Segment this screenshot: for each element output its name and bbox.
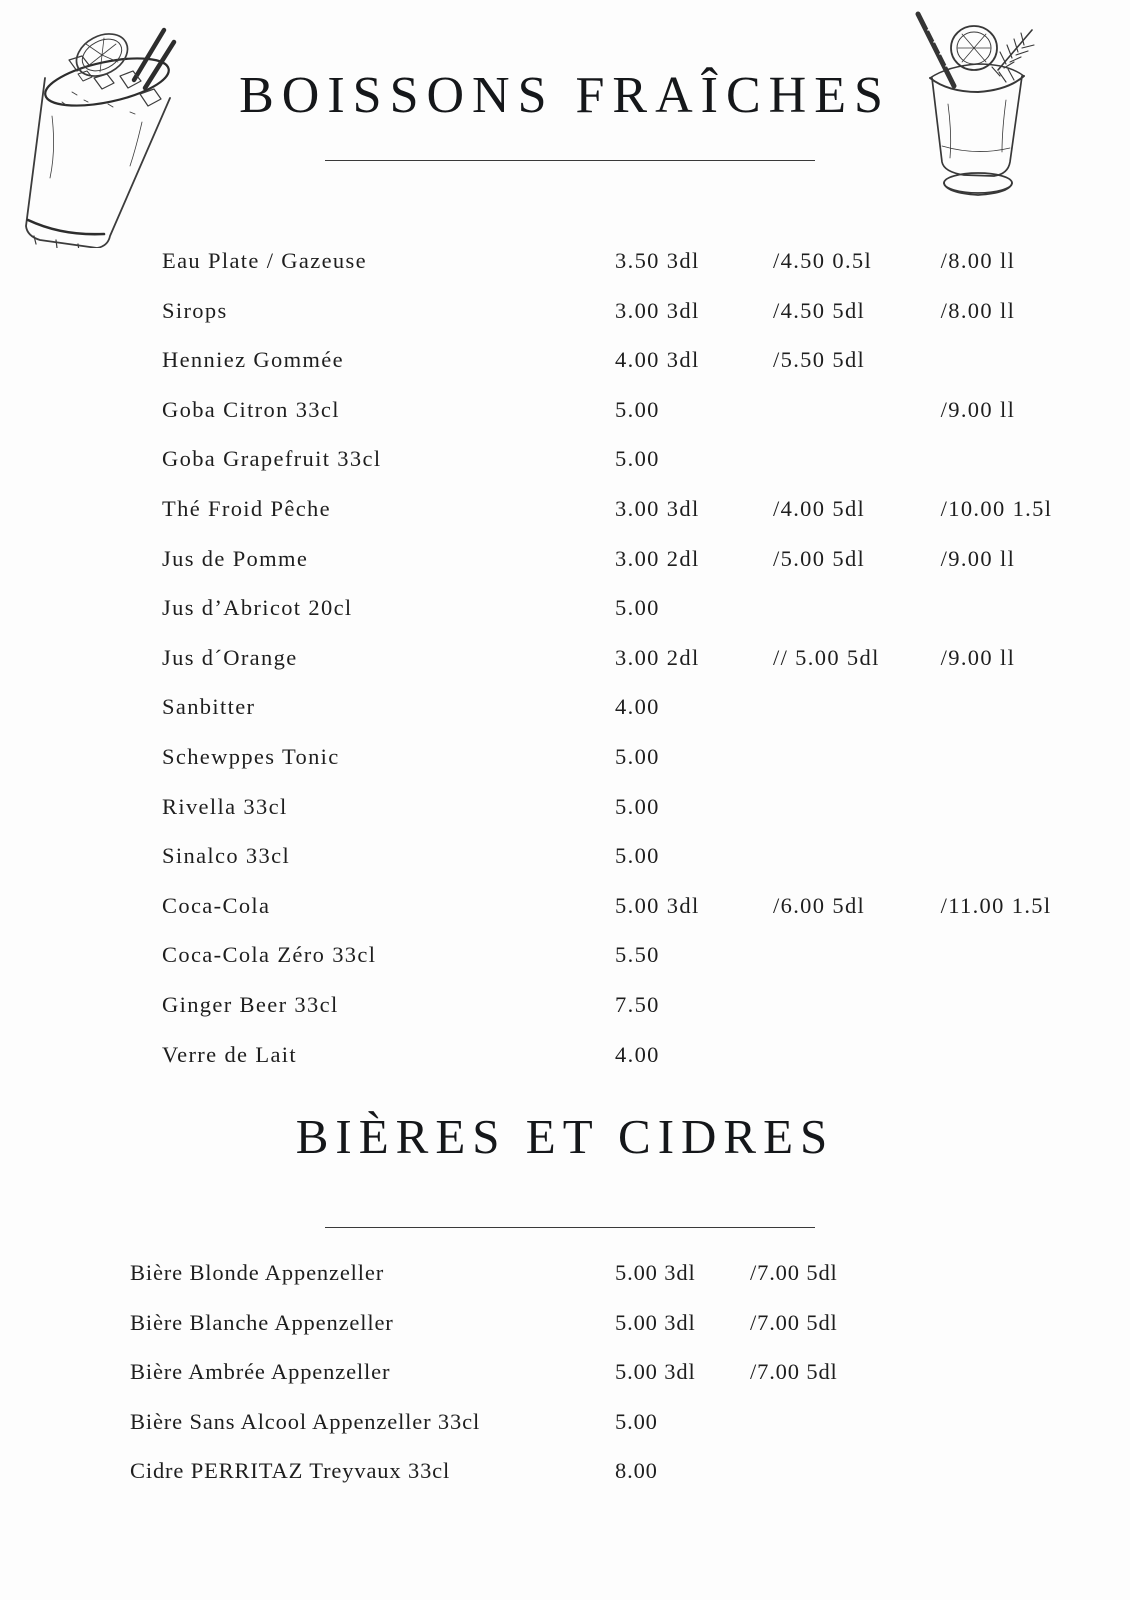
item-name: Coca-Cola [162, 892, 271, 918]
price-separator-1 [773, 434, 781, 484]
section-title-boissons-fraiches: BOISSONS FRAÎCHES [239, 67, 891, 124]
table-row [162, 484, 1078, 534]
item-price-3 [948, 434, 1078, 484]
price-separator-1: / [750, 1359, 758, 1384]
item-price-3: 9.00 ll [948, 545, 1016, 571]
price-separator-2 [941, 930, 949, 980]
item-name: Bière Sans Alcool Appenzeller 33cl [130, 1408, 481, 1434]
price-separator-1 [773, 831, 781, 881]
item-price-2 [781, 831, 941, 881]
price-separator-2 [941, 732, 949, 782]
item-price-1: 3.00 3dl [615, 297, 700, 323]
section-divider-bieres [325, 1227, 815, 1228]
price-separator-2: / [940, 545, 949, 571]
item-name: Cidre PERRITAZ Treyvaux 33cl [130, 1458, 451, 1483]
tall-glass-with-ice-citrus-and-straws-icon [12, 8, 202, 248]
table-row [130, 1347, 917, 1397]
price-separator-1: / [773, 892, 781, 918]
item-name: Ginger Beer 33cl [162, 991, 339, 1017]
price-separator-1: / [773, 248, 781, 273]
item-price-1: 5.00 [615, 396, 660, 422]
bieres-price-list [130, 1248, 917, 1496]
item-price-3: 8.00 ll [948, 248, 1016, 273]
item-name: Bière Blanche Appenzeller [130, 1309, 394, 1335]
item-price-3 [948, 980, 1078, 1030]
item-name: Thé Froid Pêche [162, 495, 331, 521]
price-separator-2 [941, 831, 949, 881]
item-name: Sirops [162, 297, 228, 323]
price-separator-1: / [773, 545, 781, 571]
price-separator-1 [773, 1030, 781, 1080]
item-name: Bière Ambrée Appenzeller [130, 1359, 391, 1384]
price-separator-2 [941, 434, 949, 484]
item-price-2 [781, 434, 941, 484]
table-row [130, 1248, 917, 1298]
item-price-2: 4.50 0.5l [780, 248, 873, 273]
table-row [162, 583, 1078, 633]
item-price-2 [757, 1446, 917, 1496]
item-price-2 [781, 930, 941, 980]
item-name: Jus d´Orange [162, 644, 298, 670]
table-row [162, 236, 1078, 286]
item-price-2: 4.00 5dl [780, 495, 866, 521]
item-price-2: 5.50 5dl [780, 347, 866, 373]
item-price-2: 7.00 5dl [757, 1309, 838, 1335]
item-name: Coca-Cola Zéro 33cl [162, 942, 377, 968]
item-price-3: 9.00 ll [948, 644, 1016, 670]
item-price-1: 3.00 2dl [615, 545, 700, 571]
item-price-2 [781, 732, 941, 782]
item-price-3 [948, 732, 1078, 782]
price-separator-1: / [773, 495, 781, 521]
item-price-2 [781, 583, 941, 633]
item-name: Eau Plate / Gazeuse [162, 248, 367, 273]
table-row [162, 534, 1078, 584]
price-separator-1 [773, 583, 781, 633]
item-name: Goba Grapefruit 33cl [162, 446, 382, 472]
table-row [162, 385, 1078, 435]
price-separator-1 [750, 1446, 757, 1496]
price-separator-1 [773, 930, 781, 980]
price-separator-1: / [750, 1309, 758, 1335]
item-price-1: 5.00 [615, 595, 660, 621]
item-price-1: 5.00 3dl [615, 1359, 696, 1384]
table-row [162, 434, 1078, 484]
item-price-2: 7.00 5dl [757, 1359, 838, 1384]
price-separator-1 [773, 385, 781, 435]
price-separator-2: / [940, 892, 949, 918]
item-name: Sanbitter [162, 694, 256, 720]
item-name: Sinalco 33cl [162, 843, 291, 869]
item-price-3: 9.00 ll [948, 396, 1016, 422]
price-separator-2 [941, 335, 949, 385]
table-row [162, 633, 1078, 683]
price-separator-2 [941, 1030, 949, 1080]
price-separator-2 [941, 583, 949, 633]
item-price-3 [948, 335, 1078, 385]
table-row [162, 831, 1078, 881]
item-name: Schewppes Tonic [162, 743, 340, 769]
item-price-2: / 5.00 5dl [780, 644, 880, 670]
price-separator-2: / [940, 396, 949, 422]
table-row [162, 980, 1078, 1030]
table-row [162, 782, 1078, 832]
table-row [130, 1446, 917, 1496]
item-price-3 [948, 782, 1078, 832]
item-price-2 [757, 1397, 917, 1447]
price-separator-2: / [940, 644, 949, 670]
item-price-1: 5.00 3dl [615, 1309, 696, 1335]
item-name: Rivella 33cl [162, 793, 288, 819]
item-price-3 [948, 930, 1078, 980]
item-price-2 [781, 1030, 941, 1080]
item-name: Goba Citron 33cl [162, 396, 340, 422]
price-separator-1: / [750, 1260, 758, 1285]
table-row [162, 335, 1078, 385]
item-price-2 [781, 385, 941, 435]
item-price-1: 4.00 [615, 694, 660, 720]
table-row [130, 1397, 917, 1447]
item-price-1: 4.00 3dl [615, 347, 700, 373]
item-price-3 [948, 682, 1078, 732]
price-separator-2 [941, 980, 949, 1030]
item-name: Verre de Lait [162, 1041, 297, 1067]
price-separator-1 [750, 1397, 757, 1447]
item-price-1: 4.00 [615, 1041, 660, 1067]
price-separator-1: / [773, 297, 781, 323]
item-price-2 [781, 782, 941, 832]
price-separator-2 [941, 782, 949, 832]
item-name: Jus de Pomme [162, 545, 309, 571]
item-name: Bière Blonde Appenzeller [130, 1260, 385, 1285]
item-price-1: 5.00 [615, 843, 660, 869]
item-price-1: 3.00 2dl [615, 644, 700, 670]
section-title-bieres-et-cidres: BIÈRES ET CIDRES [295, 1109, 835, 1164]
price-separator-1: / [773, 347, 781, 373]
price-separator-1 [773, 682, 781, 732]
item-price-1: 5.00 3dl [615, 1260, 696, 1285]
item-price-2 [781, 682, 941, 732]
item-price-1: 3.00 3dl [615, 495, 700, 521]
table-row [162, 682, 1078, 732]
table-row [162, 881, 1078, 931]
boissons-price-list [162, 236, 1078, 1079]
item-price-1: 5.00 [615, 446, 660, 472]
item-price-1: 5.00 [615, 743, 660, 769]
item-price-1: 5.50 [615, 942, 660, 968]
price-separator-2: / [940, 248, 949, 273]
table-row [162, 930, 1078, 980]
item-price-3 [948, 583, 1078, 633]
item-price-2: 6.00 5dl [780, 892, 866, 918]
price-separator-2 [941, 682, 949, 732]
item-price-2: 7.00 5dl [757, 1260, 838, 1285]
item-price-2: 5.00 5dl [780, 545, 866, 571]
item-price-1: 3.50 3dl [615, 248, 700, 273]
item-price-2 [781, 980, 941, 1030]
price-separator-2: / [940, 297, 949, 323]
item-name: Jus d’Abricot 20cl [162, 595, 353, 621]
item-price-3: 8.00 ll [948, 297, 1016, 323]
table-row [130, 1298, 917, 1348]
item-price-1: 5.00 [615, 1408, 658, 1434]
table-row [162, 732, 1078, 782]
item-price-1: 8.00 [615, 1458, 658, 1483]
table-row [162, 286, 1078, 336]
price-separator-1 [773, 980, 781, 1030]
section-divider-boissons [325, 160, 815, 161]
price-separator-1 [773, 782, 781, 832]
item-price-1: 5.00 [615, 793, 660, 819]
item-price-1: 7.50 [615, 991, 660, 1017]
item-price-3: 10.00 1.5l [948, 495, 1053, 521]
item-price-3 [948, 831, 1078, 881]
price-separator-1 [773, 732, 781, 782]
item-name: Henniez Gommée [162, 347, 344, 373]
item-price-3: 11.00 1.5l [948, 892, 1052, 918]
item-price-3 [948, 1030, 1078, 1080]
price-separator-2: / [940, 495, 949, 521]
table-row [162, 1030, 1078, 1080]
price-separator-1: / [773, 644, 781, 670]
item-price-2: 4.50 5dl [780, 297, 866, 323]
item-price-1: 5.00 3dl [615, 892, 700, 918]
